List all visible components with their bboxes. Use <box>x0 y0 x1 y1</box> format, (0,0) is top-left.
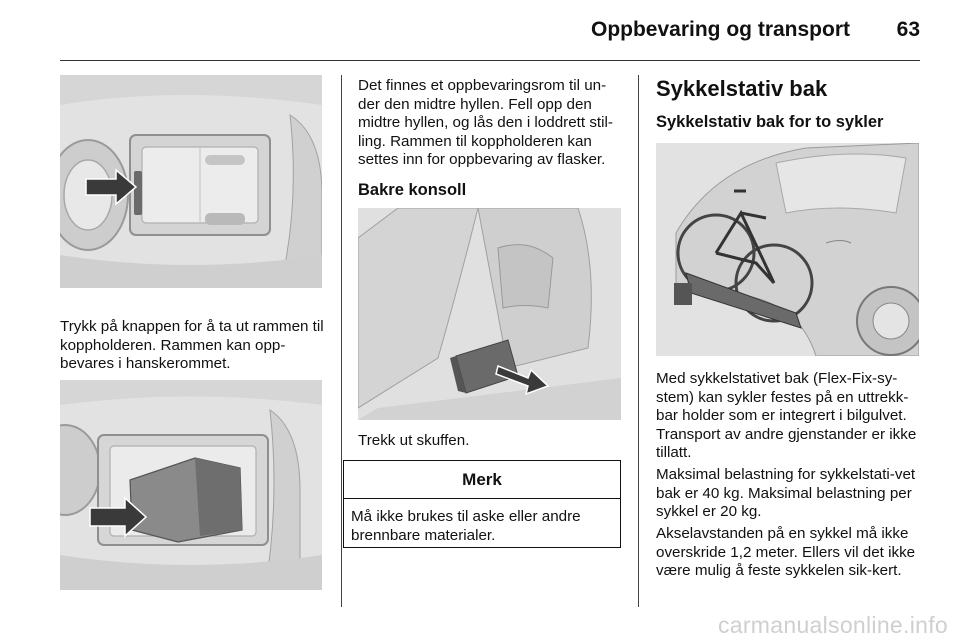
right-paragraph-3: Akselavstanden på en sykkel må ikke overskride 1,2 meter. Ellers vil det ikke være mulig å feste sykkelen sik-kert. <box>656 525 916 579</box>
left-caption: Trykk på knappen for å ta ut rammen til koppholderen. Rammen kan opp-bevares i hanskerommet. <box>60 318 324 372</box>
right-paragraph-1: Med sykkelstativet bak (Flex-Fix-sy-stem) kan sykler festes på en uttrekk-bar holder som er integrert i bilgulvet. Transport av andre gjenstander er ikke tillatt. <box>656 370 917 461</box>
figure-rear-console <box>358 208 621 420</box>
note-title: Merk <box>344 461 620 499</box>
header-divider <box>60 60 920 61</box>
middle-intro: Det finnes et oppbevaringsrom til un-der den midtre hyllen. Fell opp den midtre hyllen, og lås den i loddrett stil-ling. Rammen til koppholderen kan settes inn for oppbevaring av flasker. <box>358 77 613 168</box>
section-heading-rear-console: Bakre konsoll <box>358 181 467 199</box>
note-text: Må ikke brukes til aske eller andre brennbare materialer. <box>351 508 581 544</box>
figure-cupholder-frame-storage <box>60 380 322 590</box>
page-header-title: Oppbevaring og transport <box>590 18 850 41</box>
figure-bike-rack <box>656 143 919 356</box>
watermark: carmanualsonline.info <box>717 612 948 638</box>
column-divider-2 <box>638 75 639 607</box>
middle-caption: Trekk ut skuffen. <box>358 432 470 449</box>
section-heading-bike-rack: Sykkelstativ bak <box>656 76 828 101</box>
figure-cupholder-button <box>60 75 322 288</box>
note-box <box>343 460 621 548</box>
subheading-bike-rack-two: Sykkelstativ bak for to sykler <box>656 113 884 131</box>
right-paragraph-2: Maksimal belastning for sykkelstati-vet bak er 40 kg. Maksimal belastning per sykkel er 20 kg. <box>656 466 916 520</box>
column-divider-1 <box>341 75 342 607</box>
page-number: 63 <box>896 18 920 41</box>
